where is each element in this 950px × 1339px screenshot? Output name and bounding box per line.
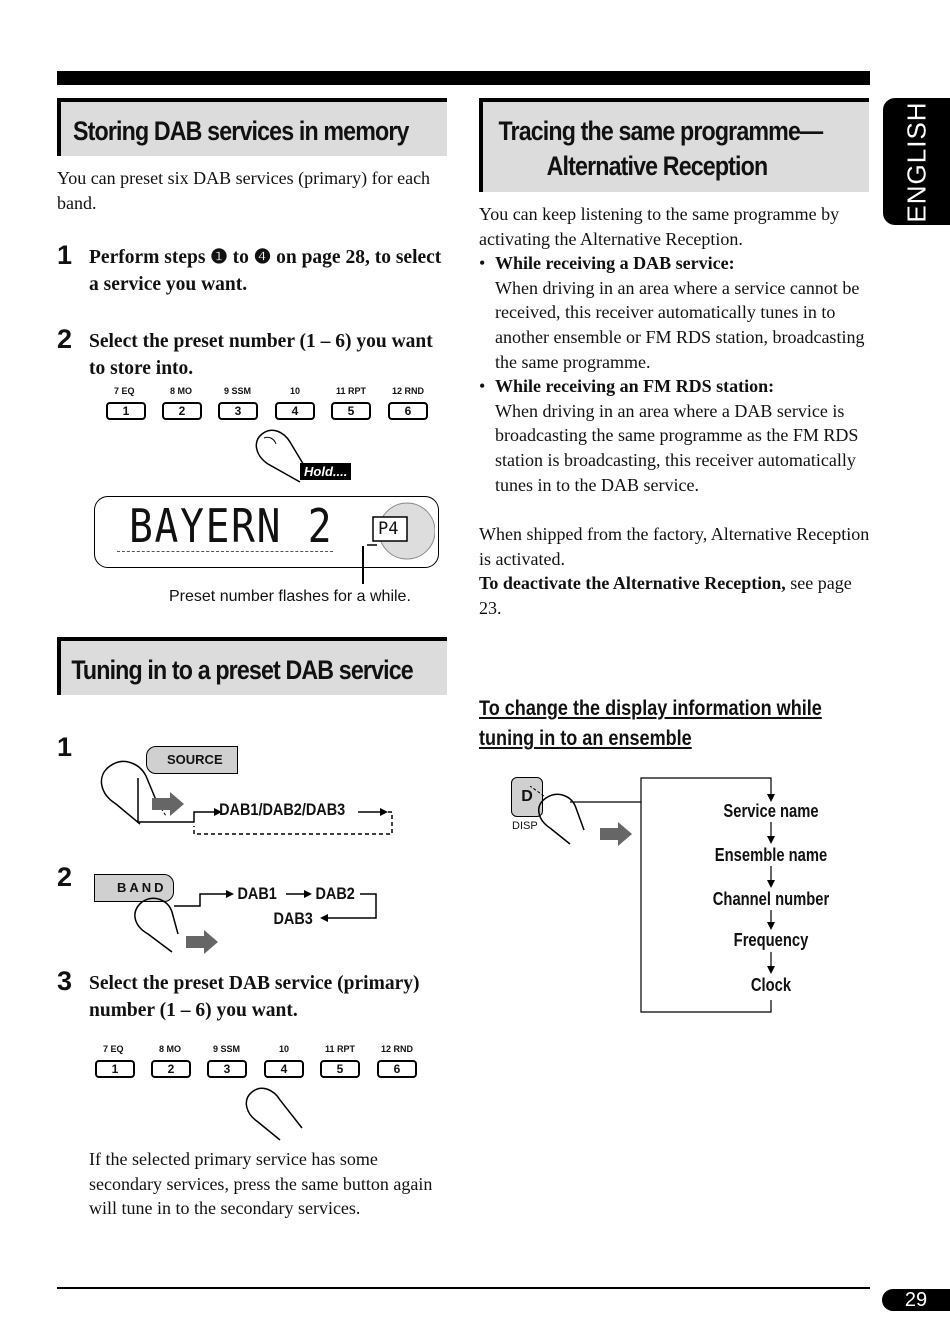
preset-indicator-icon <box>363 501 435 563</box>
flow-channel-number: Channel number <box>712 889 830 909</box>
bullet-dot: • <box>479 376 486 397</box>
top-rule <box>57 71 870 85</box>
tracing-title-line1: Tracing the same programme— <box>498 116 823 146</box>
tracing-intro: You can keep listening to the same programme by activating the Alternative Reception. <box>479 204 840 249</box>
display-change-heading-2: tuning in to an ensemble <box>479 727 692 750</box>
button-label: 11 RPT <box>336 386 367 396</box>
preset-button-5[interactable]: 5 <box>320 1060 360 1078</box>
button-label: 10 <box>290 386 301 396</box>
display-service-text: BAYERN 2 <box>129 499 334 553</box>
bullet-dot: • <box>479 253 486 274</box>
flow-clock: Clock <box>750 975 792 995</box>
button-label: 9 SSM <box>224 386 252 396</box>
tuning-title: Tuning in to a preset DAB service <box>71 655 413 685</box>
band-dab3: DAB3 <box>273 909 313 928</box>
button-label: 7 EQ <box>114 386 135 396</box>
preset-button-1[interactable]: 1 <box>106 402 146 420</box>
storing-heading-box <box>57 98 447 156</box>
button-label: 7 EQ <box>103 1044 124 1054</box>
storing-title: Storing DAB services in memory <box>73 116 409 146</box>
button-label: 9 SSM <box>213 1044 241 1054</box>
display-change-heading-1: To change the display information while <box>479 697 822 720</box>
button-label: 8 MO <box>170 386 193 396</box>
button-label: 12 RND <box>392 386 425 396</box>
flow-frequency: Frequency <box>733 930 809 950</box>
bullet-item <box>479 374 871 399</box>
tracing-title-line2: Alternative Reception <box>546 151 768 181</box>
step-text: Perform steps ❶ to ❹ on page 28, to select a service you want. <box>89 247 442 295</box>
preset-button-6[interactable]: 6 <box>377 1060 417 1078</box>
button-label: 10 <box>279 1044 290 1054</box>
bullet-body: When driving in an area where a service cannot be received, this receiver automatically tunes in to another ensemble or FM RDS station, broadcasting the same programme. <box>495 277 865 372</box>
source-cycle-text: DAB1/DAB2/DAB3 <box>219 800 346 819</box>
button-label: 8 MO <box>159 1044 182 1054</box>
hold-label: Hold.... <box>300 463 351 480</box>
disp-label: DISP <box>512 820 538 832</box>
language-tab: ENGLISH <box>883 98 950 225</box>
deactivate-bold: To deactivate the Alternative Reception, <box>479 573 786 594</box>
finger-press-icon <box>240 1082 310 1142</box>
button-label: 11 RPT <box>325 1044 356 1054</box>
tuning-heading-box <box>57 637 447 695</box>
spacer <box>479 497 871 522</box>
bullet-heading: While receiving a DAB service: <box>495 253 735 274</box>
step-number: 3 <box>57 966 73 996</box>
preset-button-4[interactable]: 4 <box>275 402 315 420</box>
preset-button-3[interactable]: 3 <box>207 1060 247 1078</box>
preset-button-3[interactable]: 3 <box>218 402 258 420</box>
button-label: 12 RND <box>381 1044 414 1054</box>
lcd-display <box>94 496 439 568</box>
step-number: 2 <box>57 324 73 354</box>
tracing-heading-box <box>479 98 869 192</box>
step-number: 1 <box>57 732 73 762</box>
flow-ensemble-name: Ensemble name <box>714 845 828 865</box>
tracing-body <box>479 202 871 621</box>
display-caption: Preset number flashes for a while. <box>169 588 411 605</box>
preset-number-display: P4 <box>378 519 399 539</box>
disp-button[interactable]: D <box>511 777 543 817</box>
preset-buttons-row <box>104 384 444 426</box>
preset-button-2[interactable]: 2 <box>162 402 202 420</box>
preset-buttons-row <box>93 1042 433 1084</box>
bottom-rule <box>57 1287 870 1289</box>
display-divider <box>117 551 333 552</box>
caption-pointer <box>362 546 364 584</box>
page-number: 29 <box>882 1289 950 1311</box>
preset-button-1[interactable]: 1 <box>95 1060 135 1078</box>
preset-button-2[interactable]: 2 <box>151 1060 191 1078</box>
step-number: 1 <box>57 240 73 270</box>
step-text: Select the preset number (1 – 6) you want to store into. <box>89 331 433 379</box>
preset-button-6[interactable]: 6 <box>388 402 428 420</box>
step-number: 2 <box>57 862 73 892</box>
band-dab2: DAB2 <box>315 884 355 903</box>
bullet-heading: While receiving an FM RDS station: <box>495 376 775 397</box>
preset-button-5[interactable]: 5 <box>331 402 371 420</box>
bullet-body: When driving in an area where a DAB service is broadcasting the same programme as the FM RDS station is broadcasting, this receiver automatically tunes in to the DAB service. <box>495 400 859 495</box>
storing-intro: You can preset six DAB services (primary) for each band. <box>57 168 431 213</box>
band-label: BAND <box>117 880 167 895</box>
deactivate-note <box>479 571 871 620</box>
source-label: SOURCE <box>167 752 223 767</box>
tuning-note: If the selected primary service has some secondary services, press the same button again will tune in to the secondary services. <box>89 1149 433 1219</box>
bullet-item <box>479 251 871 276</box>
band-dab1: DAB1 <box>237 884 277 903</box>
step-text: Select the preset DAB service (primary) number (1 – 6) you want. <box>89 973 420 1021</box>
flow-service-name: Service name <box>723 801 819 821</box>
factory-note: When shipped from the factory, Alternative Reception is activated. <box>479 524 870 569</box>
preset-button-4[interactable]: 4 <box>264 1060 304 1078</box>
deactivate-rest: see page 23. <box>479 573 852 618</box>
